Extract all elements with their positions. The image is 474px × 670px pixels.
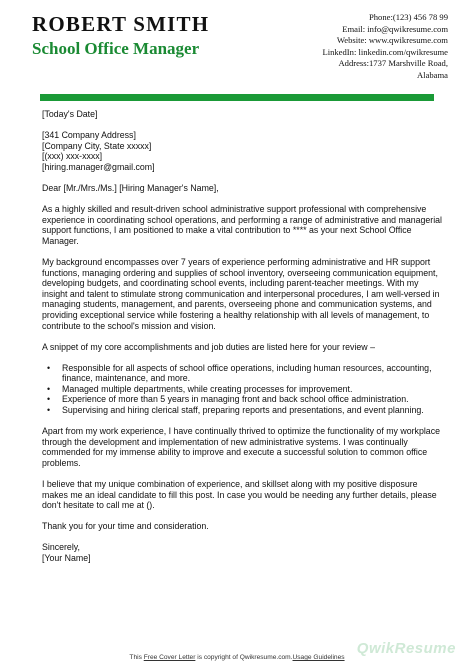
footer-middle: is copyright of Qwikresume.com. [195, 654, 293, 661]
contact-email: Email: info@qwikresume.com [342, 23, 448, 34]
paragraph-snippet-intro: A snippet of my core accomplishments and job duties are listed here for your review – [42, 341, 375, 352]
list-item: • Supervising and hiring clerical staff, preparing reports and presentations, and event planning. [42, 405, 442, 416]
free-cover-letter-link[interactable]: Free Cover Letter [143, 654, 196, 661]
paragraph-background: My background encompasses over 7 years of experience performing administrative and HR support functions, managing ordering and supplies of school inventory, overseeing communication equipment, developing budgets, and coordinating school events, including parent-teacher meetings. With my insight and talent to stimulate strong communication and interpersonal procedures, I am well-versed in managing students, management, and parents, overseeing phone and communication systems, and providing exceptional service while fostering a healthy relationship with all levels of management, to contribute to the school's mission and vision. [42, 256, 440, 331]
letter-body [42, 109, 442, 564]
recipient-address [42, 130, 442, 172]
footer-prefix: This [129, 654, 144, 661]
paragraph-experience: Apart from my work experience, I have continually thrived to optimize the functionality of my workplace through the development and implementation of new administrative systems. I was continually commended for my immense ability to improve and execute a successful solution to common office problems. [42, 426, 440, 468]
copyright-footer [0, 654, 474, 661]
applicant-name: ROBERT SMITH [32, 12, 210, 36]
contact-website: Website: www.qwikresume.com [336, 35, 448, 46]
signature: [Your Name] [42, 553, 91, 563]
letter-date: [Today's Date] [42, 109, 98, 119]
list-item: • Experience of more than 5 years in managing front and back school office administration. [42, 394, 442, 405]
list-item: • Responsible for all aspects of school office operations, including human resources, accounting, finance, maintenance, and more. [42, 363, 442, 384]
contact-phone: Phone:(123) 456 78 99 [368, 12, 448, 22]
job-title: School Office Manager [32, 39, 200, 58]
header-divider [40, 94, 434, 101]
address-line: [Company City, State xxxxx] [42, 140, 152, 151]
address-line: [341 Company Address] [42, 130, 136, 141]
qwikresume-watermark-logo: QwikResume [356, 640, 456, 657]
letter-header [32, 10, 448, 90]
usage-guidelines-link[interactable]: Usage Guidelines [292, 654, 345, 661]
salutation: Dear [Mr./Mrs./Ms.] [Hiring Manager's Name], [42, 182, 219, 193]
paragraph-intro: As a highly skilled and result-driven school administrative support professional with comprehensive experience in coordinating school operations, and performing a range of administrative and managerial support functions, I am positioned to make a vital contribution to **** as your next School Office Manager. [42, 204, 443, 246]
address-line: [hiring.manager@gmail.com] [42, 161, 155, 172]
contact-address-line2: Alabama [416, 69, 448, 80]
contact-linkedin: LinkedIn: linkedin.com/qwikresume [322, 46, 448, 57]
address-line: [(xxx) xxx-xxxx] [42, 151, 103, 162]
paragraph-candidacy: I believe that my unique combination of experience, and skillset along with my positive disposure makes me an ideal candidate to fill this post. In case you would be needing any further details, please don't hesitate to call me at (). [42, 479, 437, 511]
contact-address-line1: Address:1737 Marshville Road, [338, 58, 448, 69]
contact-block [248, 12, 448, 82]
paragraph-thanks: Thank you for your time and consideration. [42, 521, 209, 532]
signoff: Sincerely, [42, 542, 80, 553]
accomplishments-list [42, 363, 442, 416]
list-item: • Managed multiple departments, while creating processes for improvement. [42, 384, 442, 395]
